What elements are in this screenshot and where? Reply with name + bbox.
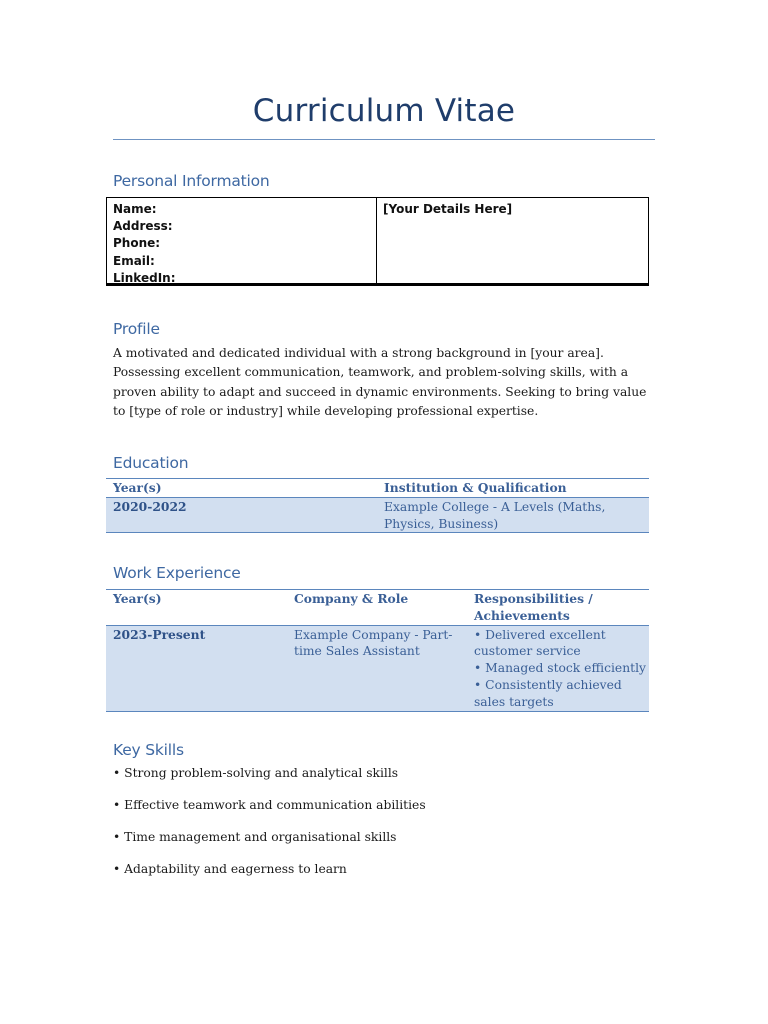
column-header-responsibilities: Responsibilities / Achievements	[474, 591, 593, 623]
linkedin-label: LinkedIn:	[113, 270, 176, 285]
personal-info-table	[106, 197, 649, 286]
profile-text: A motivated and dedicated individual with a strong background in [your area]. Possessing excellent communication, teamwork, and problem-solving skills, with a proven ability to adapt and succeed in dynamic environments. Seeking to bring value to [type of role or industry] while developing professional expertise.	[113, 346, 647, 418]
column-header-years: Year(s)	[113, 480, 162, 495]
education-institution: Example College - A Levels (Maths, Physics, Business)	[384, 499, 606, 531]
list-item: • Strong problem-solving and analytical skills	[113, 766, 399, 780]
address-label: Address:	[113, 219, 173, 234]
list-item: • Managed stock efficiently	[474, 661, 646, 676]
name-label: Name:	[113, 202, 157, 216]
phone-label: Phone:	[113, 236, 161, 251]
personal-info-heading: Personal Information	[113, 172, 270, 190]
work-experience-heading: Work Experience	[113, 564, 241, 582]
key-skills-heading: Key Skills	[113, 741, 184, 759]
list-item: • Delivered excellent customer service	[474, 627, 606, 659]
table-row	[106, 626, 649, 711]
title-divider	[113, 139, 655, 140]
education-heading: Education	[113, 454, 189, 472]
key-skills-list	[113, 765, 653, 893]
education-table	[106, 478, 649, 533]
details-placeholder: [Your Details Here]	[383, 202, 513, 216]
work-company-role: Example Company - Part-time Sales Assistant	[294, 627, 453, 659]
column-header-years: Year(s)	[113, 591, 162, 606]
work-responsibilities	[467, 626, 649, 711]
list-item: • Consistently achieved sales targets	[474, 677, 622, 709]
list-item: • Adaptability and eagerness to learn	[113, 862, 347, 876]
email-label: Email:	[113, 253, 155, 268]
education-years: 2020-2022	[113, 498, 187, 514]
list-item: • Time management and organisational skills	[113, 830, 397, 844]
table-header	[106, 479, 649, 498]
page-title: Curriculum Vitae	[252, 93, 516, 129]
personal-info-details	[377, 198, 648, 283]
list-item: • Effective teamwork and communication abilities	[113, 798, 426, 812]
personal-info-labels	[107, 198, 377, 283]
work-experience-table	[106, 589, 649, 712]
profile-heading: Profile	[113, 320, 160, 338]
work-years: 2023-Present	[113, 626, 206, 642]
table-header	[106, 590, 649, 626]
column-header-institution: Institution & Qualification	[384, 480, 567, 495]
column-header-company-role: Company & Role	[294, 591, 409, 606]
table-row	[106, 498, 649, 533]
